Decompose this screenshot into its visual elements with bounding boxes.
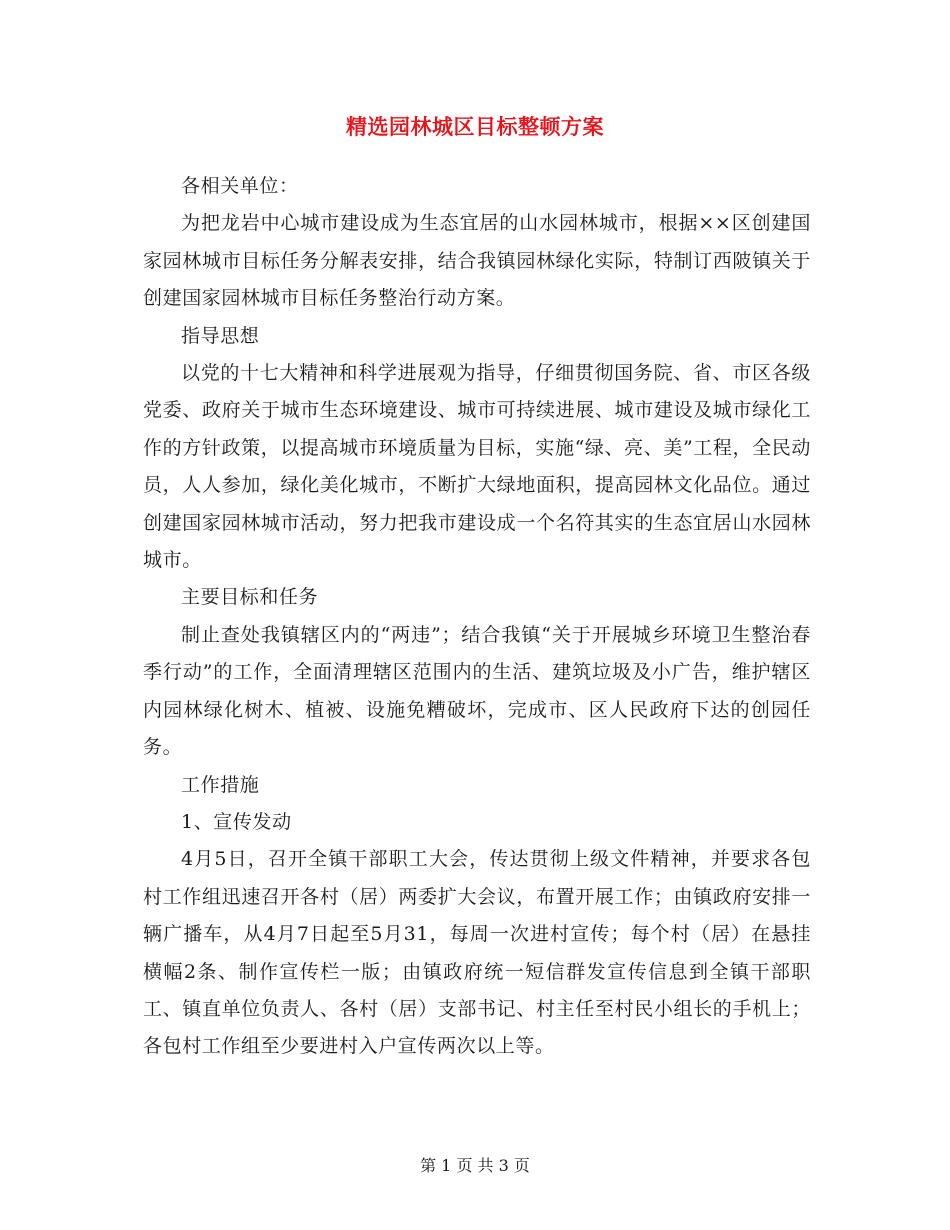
page-footer (0, 1154, 950, 1178)
guiding-ideology-paragraph: 以党的十七大精神和科学进展观为指导，仔细贯彻国务院、省、市区各级党委、政府关于城市生态环境建设、城市可持续进展、城市建设及城市绿化工作的方针政策，以提高城市环境质量为目标，实施“绿、亮、美”工程，全民动员，人人参加，绿化美化城市，不断扩大绿地面积，提高园林文化品位。通过创建国家园林城市活动，努力把我市建设成一个名符其实的生态宜居山水园林城市。 (143, 362, 811, 572)
subsection-heading-publicity: 1、宣传发动 (181, 810, 292, 833)
document-title: 精选园林城区目标整顿方案 (346, 114, 604, 139)
publicity-paragraph: 4月5日，召开全镇干部职工大会，传达贯彻上级文件精神，并要求各包村工作组迅速召开各村（居）两委扩大会议，布置开展工作；由镇政府安排一辆广播车，从4月7日起至5月31，每周一次进村宣传；每个村（居）在悬挂横幅2条、制作宣传栏一版；由镇政府统一短信群发宣传信息到全镇干部职工、镇直单位负责人、各村（居）支部书记、村主任至村民小组长的手机上；各包村工作组至少要进村入户宣传两次以上等。 (143, 848, 811, 1058)
section-heading-work-measures: 工作措施 (181, 773, 260, 796)
page-number-text: 第 1 页 共 3 页 (420, 1156, 530, 1175)
section-heading-guiding-ideology: 指导思想 (181, 324, 260, 347)
section-heading-goals-tasks: 主要目标和任务 (181, 586, 319, 609)
goals-tasks-paragraph: 制止查处我镇辖区内的“两违”；结合我镇“关于开展城乡环境卫生整治春季行动”的工作，全面清理辖区范围内的生活、建筑垃圾及小广告，维护辖区内园林绿化树木、植被、设施免糟破坏，完成市、区人民政府下达的创园任务。 (143, 623, 811, 759)
document-body (143, 168, 811, 1066)
salutation: 各相关单位： (181, 175, 299, 197)
intro-paragraph: 为把龙岩中心城市建设成为生态宜居的山水园林城市，根据××区创建国家园林城市目标任务分解表安排，结合我镇园林绿化实际，特制订西陂镇关于创建国家园林城市目标任务整治行动方案。 (143, 212, 811, 310)
